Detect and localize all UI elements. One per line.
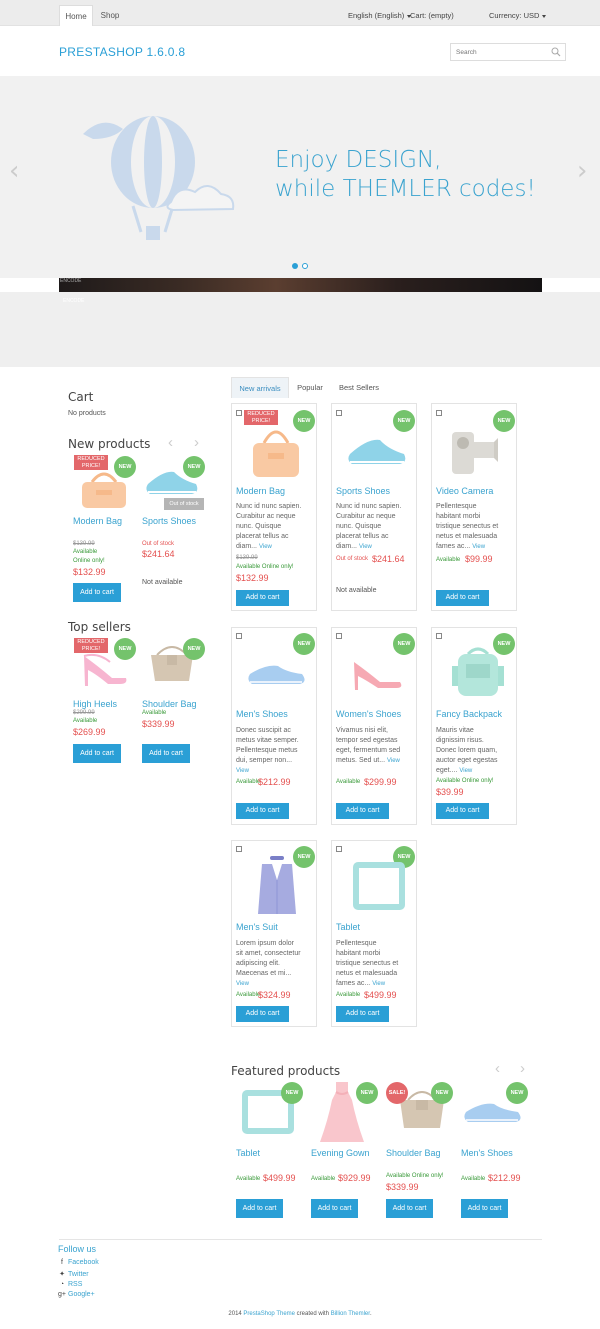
new-products-next-icon[interactable]: › [194, 434, 199, 451]
add-to-cart-button[interactable]: Add to cart [311, 1199, 358, 1218]
twitter-icon: ✦ [59, 1271, 65, 1278]
womens-shoe-image [350, 656, 406, 692]
search-input[interactable] [450, 43, 566, 61]
availability: Available [311, 1176, 336, 1182]
stock-status: Out of stock [336, 556, 369, 562]
compare-checkbox[interactable] [336, 633, 342, 639]
search-icon[interactable] [551, 47, 561, 57]
product-price: $499.99 [364, 990, 397, 1000]
product-name-link[interactable]: Sports Shoes [336, 486, 391, 496]
rss-link[interactable]: ◔ RSS [59, 1281, 83, 1288]
new-badge: NEW [493, 410, 515, 432]
add-to-cart-button[interactable]: Add to cart [386, 1199, 433, 1218]
product-name-link[interactable]: Evening Gown [311, 1148, 370, 1158]
availability: Available [436, 557, 461, 563]
not-available-text: Not available [336, 587, 377, 594]
availability: Available [336, 779, 361, 785]
product-price: $299.99 [364, 777, 397, 787]
availability: Available [236, 992, 261, 998]
availability: Available [73, 549, 98, 555]
product-name-link[interactable]: Fancy Backpack [436, 709, 503, 719]
add-to-cart-button[interactable]: Add to cart [236, 590, 289, 606]
new-badge: NEW [114, 456, 136, 478]
prestashop-theme-link[interactable]: PrestaShop Theme [243, 1311, 295, 1317]
currency-label: Currency: USD [489, 11, 540, 20]
slide-caption [275, 146, 536, 204]
follow-us-title: Follow us [58, 1244, 97, 1254]
old-price: $139.99 [73, 541, 95, 547]
currency-selector[interactable] [489, 6, 546, 26]
availability: Available [236, 1176, 261, 1182]
twitter-link[interactable]: ✦ Twitter [59, 1271, 89, 1278]
cart-empty-text: No products [68, 410, 106, 417]
add-to-cart-button[interactable]: Add to cart [236, 1006, 289, 1022]
old-price: $299.99 [73, 710, 95, 716]
product-name-link[interactable]: Video Camera [436, 486, 494, 496]
product-name-link[interactable]: Women's Shoes [336, 709, 402, 719]
slider-next-arrow[interactable]: › [577, 156, 588, 186]
banner-gray-area [0, 292, 600, 367]
top-nav-bar [0, 0, 600, 26]
new-products-title[interactable]: New products [68, 437, 151, 451]
featured-prev-icon[interactable]: ‹ [495, 1060, 500, 1077]
hot-air-balloon-icon [83, 114, 238, 244]
product-name-link[interactable]: Modern Bag [73, 516, 123, 526]
language-label: English (English) [348, 11, 405, 20]
google-plus-icon: g+ [58, 1291, 66, 1298]
slider-dot-1[interactable] [292, 263, 298, 269]
new-badge: NEW [431, 1082, 453, 1104]
tablet-image [351, 860, 407, 912]
chevron-down-icon [542, 15, 546, 18]
product-price: $212.99 [258, 777, 291, 787]
add-to-cart-button[interactable]: Add to cart [142, 744, 190, 763]
product-name-link[interactable]: Modern Bag [236, 486, 286, 496]
featured-next-icon[interactable]: › [520, 1060, 525, 1077]
product-price: $99.99 [465, 554, 493, 564]
new-badge: NEW [114, 638, 136, 660]
stock-status: Out of stock [142, 541, 175, 547]
product-description: Pellentesque habitant morbi tristique senectus et netus et malesuada fames ac... View [336, 940, 399, 987]
view-link[interactable]: View [472, 544, 486, 550]
mens-suit-image [256, 856, 298, 918]
reduced-price-badge: REDUCED PRICE! [74, 638, 108, 653]
new-badge: NEW [356, 1082, 378, 1104]
add-to-cart-button[interactable]: Add to cart [336, 1006, 389, 1022]
add-to-cart-button[interactable]: Add to cart [436, 803, 489, 819]
old-price: $139.99 [236, 555, 258, 561]
compare-checkbox[interactable] [236, 633, 242, 639]
banner-image-strip [59, 278, 542, 292]
top-sellers-title[interactable]: Top sellers [68, 620, 131, 634]
language-selector[interactable] [348, 6, 411, 26]
reduced-price-badge: REDUCED PRICE! [244, 410, 278, 425]
sports-shoe-image [346, 434, 408, 468]
new-badge: NEW [183, 638, 205, 660]
hero-slider [0, 76, 600, 278]
availability: Available Online only! [436, 778, 494, 784]
product-price: $929.99 [338, 1173, 371, 1183]
product-name-link[interactable]: Men's Suit [236, 922, 278, 932]
product-description: Pellentesque habitant morbi tristique senectus et netus et malesuada fames ac... View [436, 503, 499, 550]
compare-checkbox[interactable] [236, 846, 242, 852]
product-name-link[interactable]: High Heels [73, 699, 118, 709]
new-badge: NEW [393, 633, 415, 655]
featured-products-title: Featured products [231, 1064, 341, 1078]
out-of-stock-badge: Out of stock [164, 498, 204, 510]
banner-caption-top: ENCODE [60, 278, 82, 284]
availability: Available [461, 1176, 486, 1182]
new-badge: NEW [293, 633, 315, 655]
site-header [0, 26, 600, 76]
mens-shoe-image [246, 660, 308, 688]
product-price: $339.99 [386, 1182, 419, 1192]
product-price: $39.99 [436, 787, 464, 797]
compare-checkbox[interactable] [236, 410, 242, 416]
add-to-cart-button[interactable]: Add to cart [436, 590, 489, 606]
site-logo[interactable]: PRESTASHOP 1.6.0.8 [59, 45, 186, 59]
nav-home[interactable]: Home [59, 5, 93, 26]
product-price: $212.99 [488, 1173, 521, 1183]
product-price: $132.99 [236, 573, 269, 583]
add-to-cart-button[interactable]: Add to cart [73, 583, 121, 602]
product-price: $269.99 [73, 727, 106, 737]
reduced-price-badge: REDUCED PRICE! [74, 455, 108, 470]
add-to-cart-button[interactable]: Add to cart [73, 744, 121, 763]
product-price: $324.99 [258, 990, 291, 1000]
new-badge: NEW [493, 633, 515, 655]
slide-line-1: Enjoy DESIGN, [275, 147, 442, 173]
compare-checkbox[interactable] [336, 846, 342, 852]
facebook-link[interactable]: f Facebook [58, 1259, 99, 1266]
product-name-link[interactable]: Men's Shoes [236, 709, 288, 719]
sale-badge: SALE! [386, 1082, 408, 1104]
product-name-link[interactable]: Shoulder Bag [142, 699, 197, 709]
add-to-cart-button[interactable]: Add to cart [461, 1199, 508, 1218]
product-name-link[interactable]: Tablet [236, 1148, 261, 1158]
product-price: $241.64 [372, 554, 405, 564]
view-link[interactable]: View [236, 981, 249, 987]
tab-new-arrivals[interactable]: New arrivals [231, 377, 289, 398]
availability: Available [236, 779, 261, 785]
view-link[interactable]: View [236, 768, 249, 774]
product-name-link[interactable]: Shoulder Bag [386, 1148, 441, 1158]
product-name-link[interactable]: Tablet [336, 922, 361, 932]
new-badge: NEW [293, 410, 315, 432]
compare-checkbox[interactable] [436, 633, 442, 639]
new-badge: NEW [281, 1082, 303, 1104]
availability: Available [336, 992, 361, 998]
footer-divider [59, 1239, 542, 1240]
themler-link[interactable]: Billion Themler [330, 1311, 370, 1317]
tab-best-sellers[interactable]: Best Sellers [338, 383, 380, 392]
new-badge: NEW [393, 846, 415, 868]
banner-caption: ENCODE [63, 298, 85, 304]
new-badge: NEW [506, 1082, 528, 1104]
availability: Available [142, 710, 167, 716]
tab-popular[interactable]: Popular [297, 383, 323, 392]
view-link[interactable]: View [258, 544, 272, 550]
view-link[interactable]: View [459, 768, 473, 774]
new-badge: NEW [183, 456, 205, 478]
add-to-cart-button[interactable]: Add to cart [236, 1199, 283, 1218]
new-products-prev-icon[interactable]: ‹ [168, 434, 173, 451]
product-description: Lorem ipsum dolor sit amet, consectetur adipiscing elit. Maecenas et mi... View [236, 940, 301, 987]
online-only-label: Online only! [73, 558, 105, 564]
product-price: $241.64 [142, 549, 175, 559]
product-description: Nunc id nunc sapien. Curabitur ac neque nunc. Quisque placerat tellus ac diam... View [336, 503, 402, 550]
availability: Available [73, 718, 98, 724]
cart-link[interactable]: Cart: (empty) [410, 11, 454, 20]
add-to-cart-button[interactable]: Add to cart [336, 803, 389, 819]
view-link[interactable]: View [372, 981, 386, 987]
product-description: Mauris vitae dignissim risus. Donec lorem quam, auctor eget egestas eget.... View [436, 727, 498, 774]
facebook-icon: f [61, 1259, 63, 1266]
cart-block-title[interactable]: Cart [68, 390, 94, 404]
handbag-image [250, 425, 302, 481]
product-description: Vivamus nisi elit, tempor sed egestas eget, fermentum sed metus. Sed ut... View [336, 727, 401, 764]
product-price: $499.99 [263, 1173, 296, 1183]
slide-line-2: while THEMLER codes! [275, 176, 536, 202]
new-badge: NEW [393, 410, 415, 432]
product-description: Donec suscipit ac metus vitae semper. Pellentesque metus dui, semper non... View [236, 727, 299, 774]
product-name-link[interactable]: Men's Shoes [461, 1148, 513, 1158]
view-link[interactable]: View [386, 758, 400, 764]
product-name-link[interactable]: Sports Shoes [142, 516, 197, 526]
slider-dot-2[interactable] [302, 263, 308, 269]
add-to-cart-button[interactable]: Add to cart [236, 803, 289, 819]
product-description: Nunc id nunc sapien. Curabitur ac neque nunc. Quisque placerat tellus ac diam... View [236, 503, 302, 550]
slider-prev-arrow[interactable]: ‹ [9, 156, 20, 186]
product-price: $132.99 [73, 567, 106, 577]
nav-shop[interactable]: Shop [100, 11, 120, 20]
compare-checkbox[interactable] [436, 410, 442, 416]
view-link[interactable]: View [358, 544, 372, 550]
not-available-text: Not available [142, 579, 183, 586]
google-plus-link[interactable]: g+ Google+ [58, 1291, 95, 1298]
compare-checkbox[interactable] [336, 410, 342, 416]
rss-icon: ◔ [59, 1281, 65, 1288]
backpack-image [450, 646, 506, 700]
copyright-text: 2014 PrestaShop Theme created with Billion Themler. [228, 1311, 372, 1317]
video-camera-image [448, 428, 500, 476]
availability: Available Online only! [386, 1173, 444, 1179]
product-price: $339.99 [142, 719, 175, 729]
availability: Available Online only! [236, 564, 294, 570]
new-badge: NEW [293, 846, 315, 868]
